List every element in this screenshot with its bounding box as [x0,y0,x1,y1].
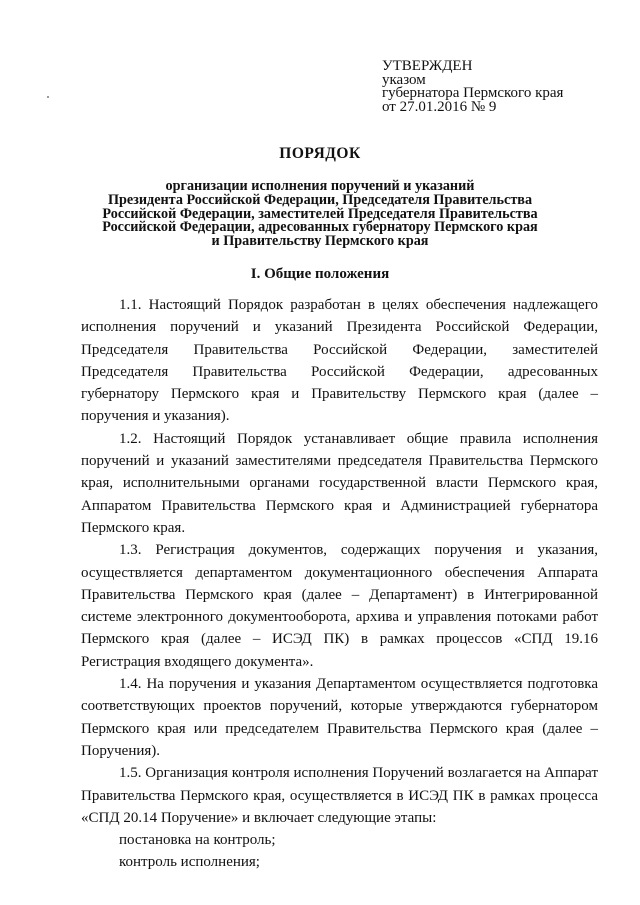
approval-line-date: от 27.01.2016 № 9 [382,98,497,115]
paragraph-1-2: 1.2. Настоящий Порядок устанавливает общие правила исполнения поручений и указаний заместителями председателя Правительства Пермского края, исполнительными органами государственной власти Пермского края, Аппаратом Правительства Пермского края и Администрацией губернатора Пермского края. [81,430,598,536]
subtitle-line: Президента Российской Федерации, Председателя Правительства [107,191,533,208]
paragraph-1-3: 1.3. Регистрация документов, содержащих поручения и указания, осуществляется департаментом документационного обеспечения Аппарата Правительства Пермского края (далее – Департамент) в Интегрированной системе электронного документооборота, архива и управления потоками работ Пермского края (далее – ИСЭД ПК) в рамках процессов «СПД 19.16 Регистрация входящего документа». [81,542,598,670]
paragraph-1-1: 1.1. Настоящий Порядок разработан в целях обеспечения надлежащего исполнения поручений и указаний Президента Российской Федерации, Председателя Правительства Российской Федерации, заместителей Председателя Правительства Российской Федерации, адресованных губернатору Пермского края и Правительству Пермского края (далее – поручения и указания). [81,297,598,425]
paragraph-1-5: 1.5. Организация контроля исполнения Поручений возлагается на Аппарат Правительства Пермского края, осуществляется в ИСЭД ПК в рамках процесса «СПД 20.14 Поручение» и включает следующие этапы: [81,765,598,826]
document-subtitle [70,180,570,249]
subtitle-line: организации исполнения поручений и указаний [165,178,475,194]
approval-line-approved: УТВЕРЖДЕН [382,58,473,74]
subtitle-line: Российской Федерации, заместителей Председателя Правительства [102,205,538,222]
stage-item: контроль исполнения; [119,854,260,871]
approval-stamp [382,60,622,114]
document-title: ПОРЯДОК [279,145,361,162]
paragraph-1-4: 1.4. На поручения и указания Департаментом осуществляется подготовка соответствующих проектов поручений, которые утверждаются губернатором Пермского края или председателем Правительства Пермского края (далее – Поручения). [81,676,598,759]
approval-line-governor: губернатора Пермского края [382,85,564,101]
document-body [81,294,598,874]
approval-line-decree: указом [382,71,426,88]
stage-item: постановка на контроль; [119,832,276,849]
scan-speck [47,96,49,98]
subtitle-line: Российской Федерации, адресованных губернатору Пермского края [102,219,538,236]
subtitle-line: и Правительству Пермского края [211,233,429,250]
section-heading: I. Общие положения [250,266,390,282]
